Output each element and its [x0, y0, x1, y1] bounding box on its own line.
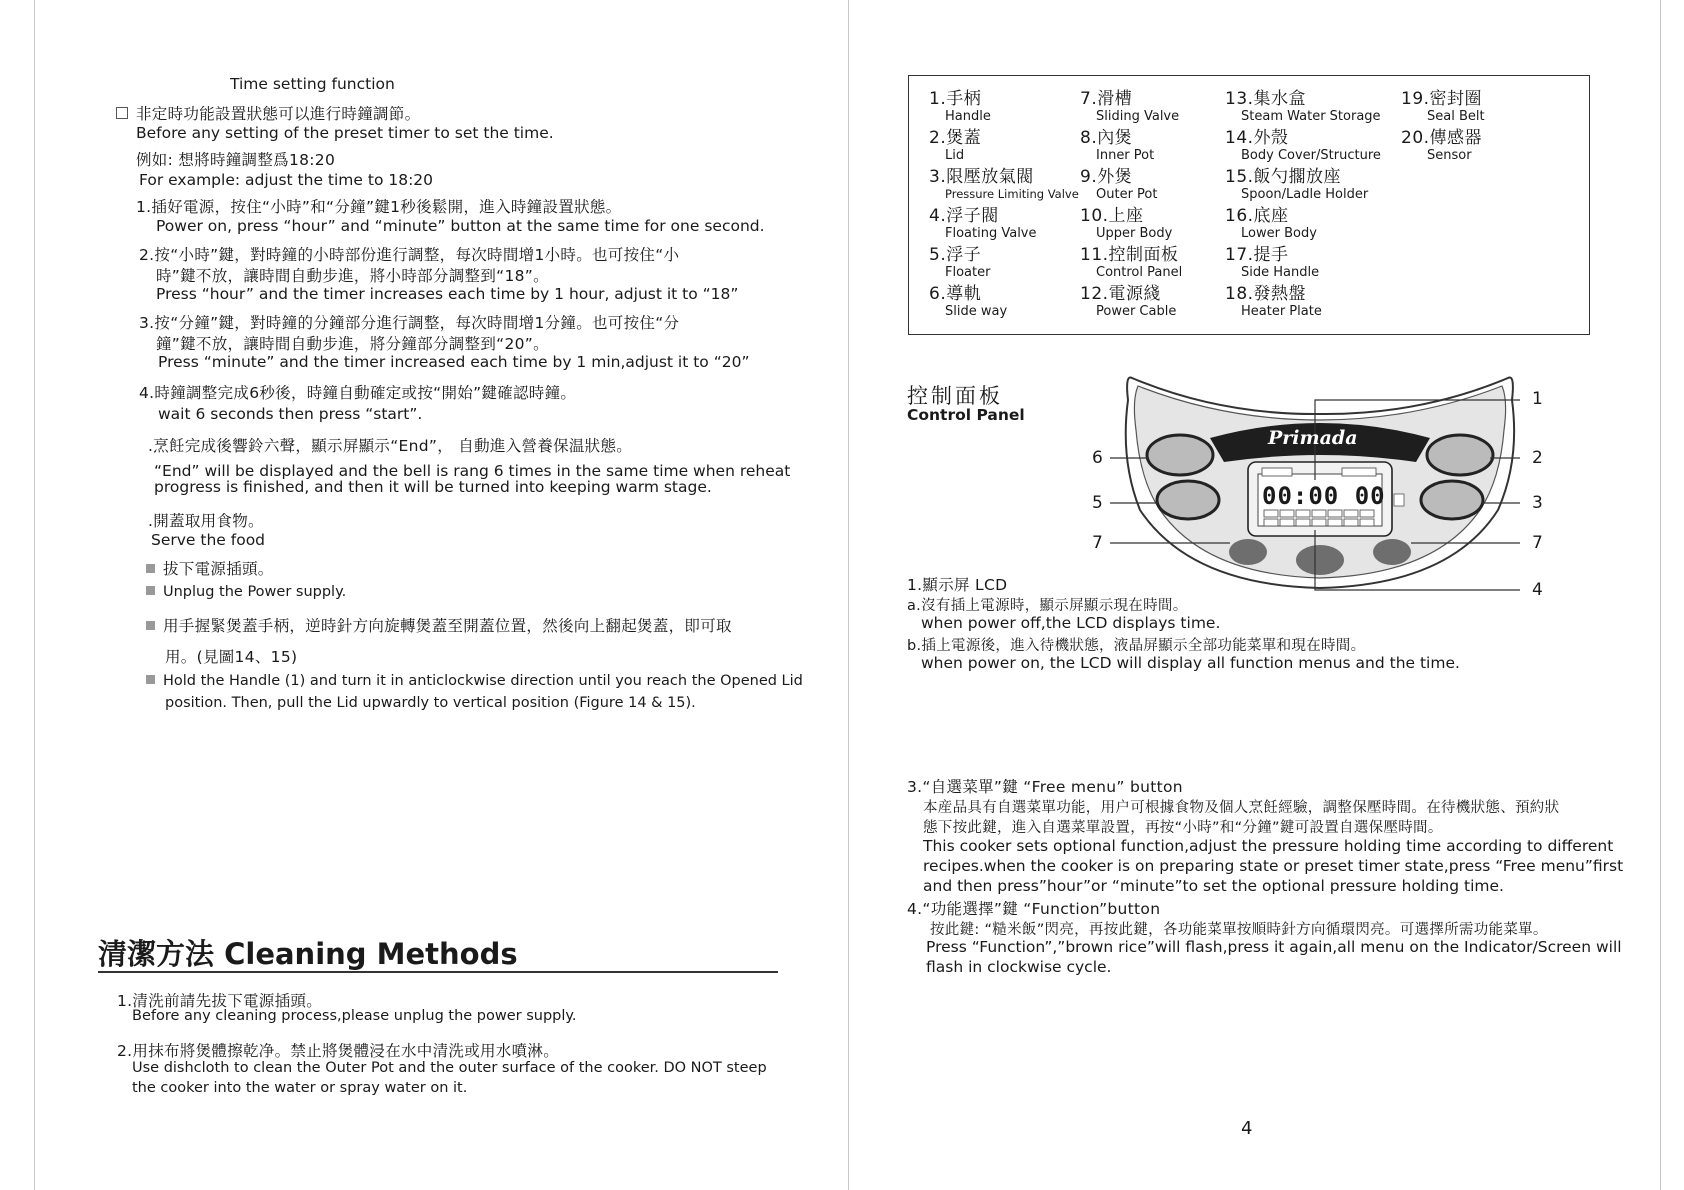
brand-logo: Primada [1268, 427, 1358, 449]
step4-en: wait 6 seconds then press “start”. [158, 405, 423, 423]
end-zh: .烹飪完成後響鈴六聲，顯示屏顯示“End”， 自動進入營養保温狀態。 [148, 437, 633, 455]
end-en-a: “End” will be displayed and the bell is rang 6 times in the same time when reheat [154, 462, 791, 480]
bullet-icon [146, 564, 155, 573]
lcd-display: 00:00 00 [1262, 482, 1386, 510]
serve-zh: .開蓋取用食物。 [148, 512, 264, 530]
clean1-zh: 1.清洗前請先拔下電源插頭。 [117, 992, 322, 1010]
intro-zh: 非定時功能設置狀態可以進行時鐘調節。 [116, 102, 420, 124]
bullet-icon [146, 675, 155, 684]
free-menu-zh-b: 態下按此鍵，進入自選菜單設置，再按“小時”和“分鐘”鍵可設置自選保壓時間。 [923, 820, 1443, 836]
function-title: 4.“功能選擇”鍵 “Function”button [907, 900, 1161, 918]
handle-zh-a: 用手握緊煲蓋手柄，逆時針方向旋轉煲蓋至開蓋位置，然後向上翻起煲蓋，即可取 [146, 614, 732, 636]
callout-7-left: 7 [1092, 533, 1103, 553]
part-item: 2.煲蓋 Lid [929, 128, 982, 163]
lcd-b-zh: b.插上電源後，進入待機狀態，液晶屏顯示全部功能菜單和現在時間。 [907, 638, 1366, 654]
lcd-heading: 1.顯示屏 LCD [907, 576, 1008, 594]
end-en-b: progress is finished, and then it will be turned into keeping warm stage. [154, 478, 712, 496]
bullet-icon [146, 586, 155, 595]
cleaning-title: 清潔方法 Cleaning Methods [98, 937, 518, 971]
free-menu-title: 3.“自選菜單”鍵 “Free menu” button [907, 778, 1183, 796]
part-item: 9.外煲 Outer Pot [1080, 167, 1158, 202]
part-item: 6.導軌 Slide way [929, 284, 1008, 319]
clean2-zh: 2.用抹布將煲體擦乾净。禁止將煲體浸在水中清洗或用水噴淋。 [117, 1042, 559, 1060]
bullet-icon [146, 621, 155, 630]
part-item: 14.外殼 Body Cover/Structure [1225, 128, 1381, 163]
step4-zh: 4.時鐘調整完成6秒後，時鐘自動確定或按“開始”鍵確認時鐘。 [139, 384, 577, 402]
cleaning-rule [98, 971, 778, 973]
clean1-en: Before any cleaning process,please unplug the power supply. [132, 1008, 577, 1024]
step3-zh-a: 3.按“分鐘”鍵，對時鐘的分鐘部分進行調整，每次時間增1分鐘。也可按住“分 [139, 314, 680, 332]
function-zh: 按此鍵: “糙米飯”閃亮，再按此鍵，各功能菜單按順時針方向循環閃亮。可選擇所需功能菜單。 [930, 922, 1548, 938]
handle-en-a: Hold the Handle (1) and turn it in anticlockwise direction until you reach the Opened Lid [146, 673, 803, 689]
free-menu-en-a: This cooker sets optional function,adjust the pressure holding time according to different [923, 837, 1614, 855]
unplug-en: Unplug the Power supply. [146, 584, 346, 600]
intro-en: Before any setting of the preset timer to set the time. [136, 124, 554, 142]
part-item: 17.提手 Side Handle [1225, 245, 1320, 280]
part-item: 8.內煲 Inner Pot [1080, 128, 1155, 163]
step1-en: Power on, press “hour” and “minute” button at the same time for one second. [156, 217, 765, 235]
handle-zh-b: 用。(見圖14、15) [165, 648, 298, 666]
clean2-en-a: Use dishcloth to clean the Outer Pot and the outer surface of the cooker. DO NOT steep [132, 1060, 767, 1076]
serve-en: Serve the food [151, 531, 266, 549]
callout-4: 4 [1532, 580, 1543, 600]
page-number: 4 [1241, 1118, 1253, 1139]
right-page-edge [1660, 0, 1661, 1190]
function-en-b: flash in clockwise cycle. [926, 958, 1112, 976]
part-item: 16.底座 Lower Body [1225, 206, 1317, 241]
step1-zh: 1.插好電源，按住“小時”和“分鐘”鍵1秒後鬆開，進入時鐘設置狀態。 [136, 198, 622, 216]
callout-1: 1 [1532, 389, 1543, 409]
left-page-edge [34, 0, 35, 1190]
step2-zh-a: 2.按“小時”鍵，對時鐘的小時部份進行調整，每次時間增1小時。也可按住“小 [139, 246, 680, 264]
lcd-a-en: when power off,the LCD displays time. [921, 614, 1221, 632]
page-divider [848, 0, 849, 1190]
part-item: 18.發熱盤 Heater Plate [1225, 284, 1322, 319]
step3-zh-b: 鐘”鍵不放，讓時間自動步進，將分鐘部分調整到“20”。 [156, 335, 549, 353]
callout-6: 6 [1092, 448, 1103, 468]
callout-7-right: 7 [1532, 533, 1543, 553]
checkbox-icon [116, 107, 128, 119]
part-item: 20.傳感器 Sensor [1401, 128, 1483, 163]
free-menu-en-b: recipes.when the cooker is on preparing state or preset timer state,press “Free menu”first [923, 857, 1624, 875]
part-item: 1.手柄 Handle [929, 89, 991, 124]
handle-en-b: position. Then, pull the Lid upwardly to vertical position (Figure 14 & 15). [165, 695, 696, 711]
parts-table [908, 75, 1590, 335]
part-item: 5.浮子 Floater [929, 245, 991, 280]
callout-2: 2 [1532, 448, 1543, 468]
step3-en: Press “minute” and the timer increased each time by 1 min,adjust it to “20” [158, 353, 750, 371]
lcd-a-zh: a.沒有插上電源時，顯示屏顯示現在時間。 [907, 598, 1188, 614]
function-en-a: Press “Function”,”brown rice”will flash,press it again,all menu on the Indicator/Screen will [926, 938, 1622, 956]
free-menu-zh-a: 本産品具有自選菜單功能，用户可根據食物及個人烹飪經驗，調整保壓時間。在待機狀態、預約狀 [923, 800, 1560, 816]
part-item: 7.滑槽 Sliding Valve [1080, 89, 1180, 124]
part-item: 11.控制面板 Control Panel [1080, 245, 1183, 280]
part-item: 4.浮子閥 Floating Valve [929, 206, 1037, 241]
part-item: 10.上座 Upper Body [1080, 206, 1173, 241]
callout-5: 5 [1092, 493, 1103, 513]
clean2-en-b: the cooker into the water or spray water on it. [132, 1080, 468, 1096]
step2-en: Press “hour” and the timer increases each time by 1 hour, adjust it to “18” [156, 285, 739, 303]
part-item: 19.密封圈 Seal Belt [1401, 89, 1485, 124]
step2-zh-b: 時”鍵不放，讓時間自動步進，將小時部分調整到“18”。 [156, 267, 549, 285]
part-item: 3.限壓放氣閥 Pressure Limiting Valve [929, 167, 1079, 201]
part-item: 13.集水盒 Steam Water Storage [1225, 89, 1381, 124]
part-item: 12.電源綫 Power Cable [1080, 284, 1177, 319]
example-en: For example: adjust the time to 18:20 [139, 171, 434, 189]
unplug-zh: 拔下電源插頭。 [146, 557, 274, 579]
callout-3: 3 [1532, 493, 1543, 513]
part-item: 15.飯勺擱放座 Spoon/Ladle Holder [1225, 167, 1369, 202]
lcd-b-en: when power on, the LCD will display all function menus and the time. [921, 654, 1460, 672]
section-heading: Time setting function [230, 75, 395, 93]
example-zh: 例如: 想將時鐘調整爲18:20 [136, 151, 336, 169]
control-panel-title-zh: 控制面板 [907, 384, 1003, 408]
control-panel-title-en: Control Panel [907, 406, 1025, 424]
free-menu-en-c: and then press”hour”or “minute”to set the optional pressure holding time. [923, 877, 1504, 895]
